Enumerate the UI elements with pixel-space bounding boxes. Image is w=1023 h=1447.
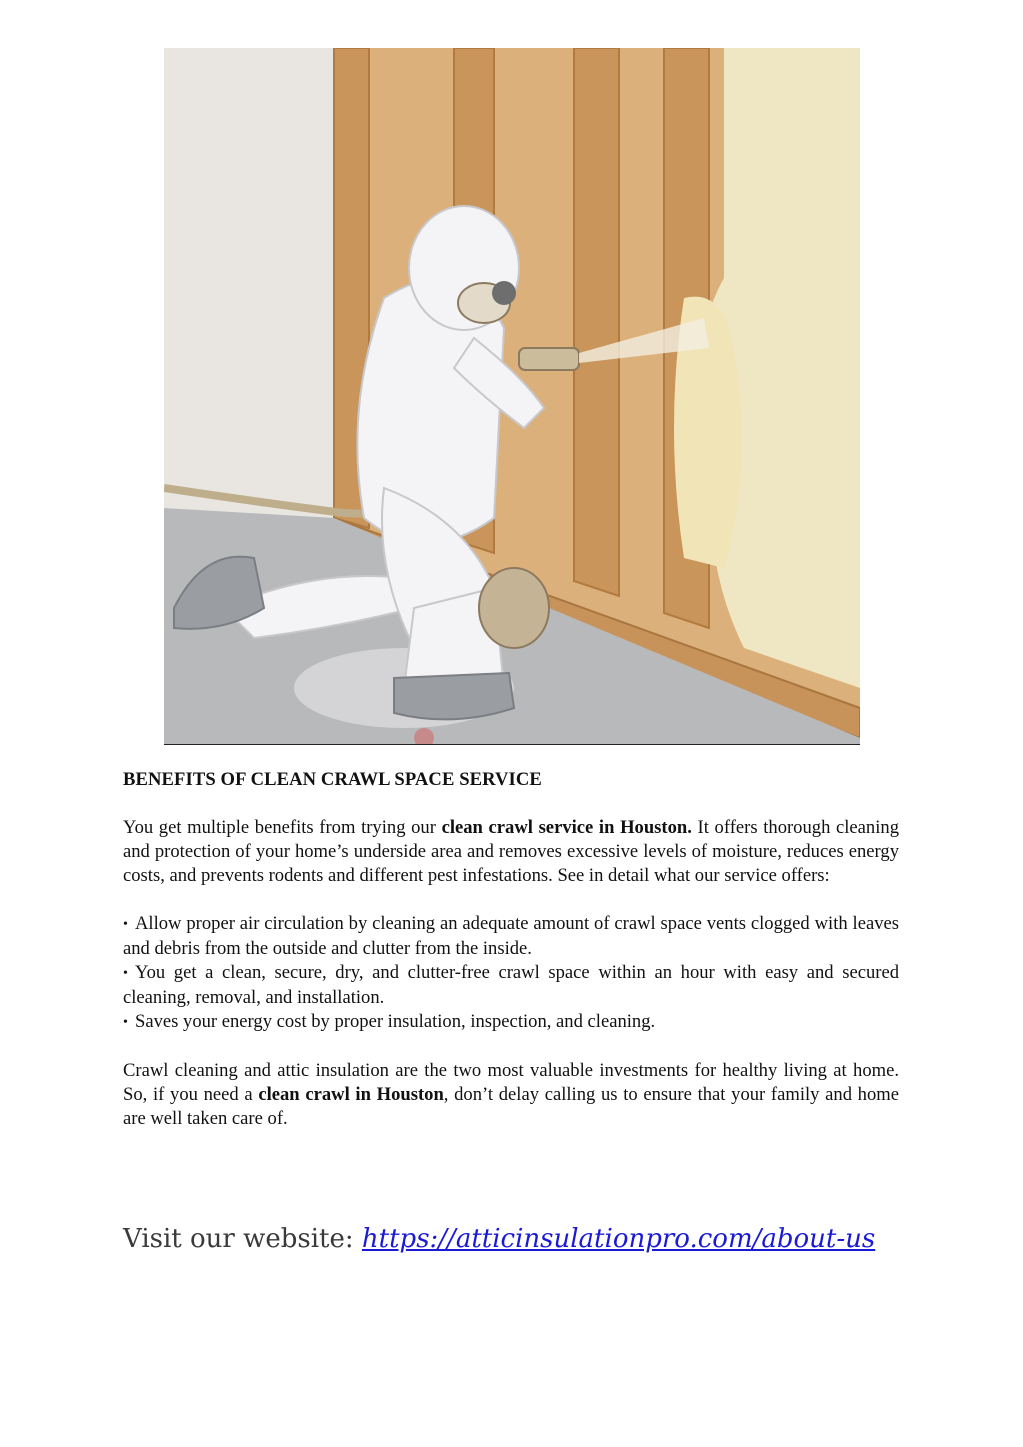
website-link[interactable]: https://atticinsulationpro.com/about-us [361,1224,876,1254]
intro-paragraph [123,816,899,888]
closing-text-end: , don’t delay calling us to ensure that your family and home are well taken care of. [123,1084,899,1129]
section-heading: BENEFITS OF CLEAN CRAWL SPACE SERVICE [123,769,542,790]
benefits-list [123,912,899,1035]
list-item [123,961,899,1010]
list-item [123,1010,899,1035]
intro-text-start: You get multiple benefits from trying our [123,817,442,838]
closing-highlight: clean crawl in Houston [258,1084,444,1105]
insulation-worker-photo [164,48,860,745]
bullet-icon: • [123,966,128,981]
closing-paragraph [123,1059,899,1131]
list-item [123,912,899,961]
list-item-text: Saves your energy cost by proper insulation, inspection, and cleaning. [135,1011,656,1032]
bullet-icon: • [123,917,128,932]
bullet-icon: • [123,1015,128,1030]
intro-text-end: It offers thorough cleaning and protection of your home’s underside area and removes excessive levels of moisture, reduces energy costs, and prevents rodents and different pest infestations. See in detail what our service offers: [123,817,899,886]
closing-text-start: Crawl cleaning and attic insulation are the two most valuable investments for healthy living at home. So, if you need a [123,1060,899,1105]
intro-highlight: clean crawl service in Houston. [441,817,692,838]
list-item-text: Allow proper air circulation by cleaning an adequate amount of crawl space vents clogged with leaves and debris from the outside and clutter from the inside. [123,913,899,959]
visit-label: Visit our website: [123,1224,362,1254]
list-item-text: You get a clean, secure, dry, and clutter-free crawl space within an hour with easy and secured cleaning, removal, and installation. [123,962,899,1008]
article-body [123,768,899,1155]
visit-website [123,1224,875,1254]
